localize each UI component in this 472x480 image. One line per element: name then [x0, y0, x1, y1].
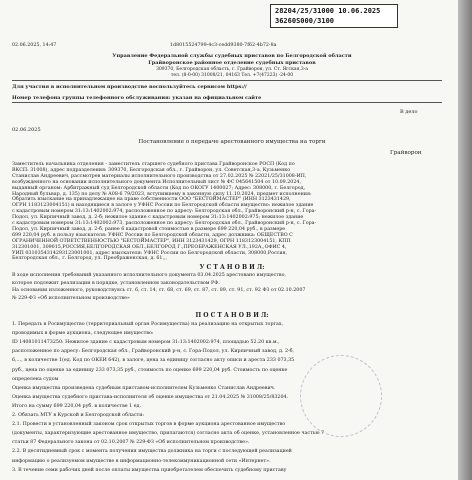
document-id: 1d8015524799-4c3-cedd9380-7f62-4b72-8a — [170, 43, 277, 48]
phone-line: Номер телефона группы телефонного обслуживания: указан на официальном сайте — [12, 95, 262, 101]
print-date: 02.06.2025, 14:47 — [12, 43, 57, 48]
resolved-lines-line: 2.1. Провести в установленный законом срок открытых торгов в форме аукциона арестованное имущество — [12, 422, 286, 428]
stamp-code: 36260S000/3100 — [275, 17, 335, 25]
resolved-lines-line: расположенное по адресу: Белгородская обл., Грайворонский р-н, с. Гора-Подол, ул. Кирпичный завод, д. 2-б, — [12, 349, 295, 355]
resolved-lines-line: 2. Обязать МТУ в Курской и Белгородской области: — [12, 413, 145, 418]
body-lines-line: УИП 0310354314293123001001, адрес взыскателя: УФНС России по Белгородской области, 308000,Россия, — [12, 250, 288, 256]
resolved-lines-line: Итого на сумму 699 220,04 руб. в количестве 1 ед. — [12, 403, 142, 409]
resolved-lines-line: Оценка имущества судебного пристава-исполнителя об оценке имущества от 21.04.2025 № 31008/25/83204. — [12, 394, 289, 400]
body-lines-line: с кадастровым номером 31:13:1402002:973, расположенное по адресу: Белгородская обл., Грайворонский р-н, с. Гора- — [12, 221, 317, 226]
body-lines-line: Заместитель начальника отделения - заместитель старшего судебного пристава Грайворонское РОСП (Код по — [12, 162, 295, 167]
body-lines-line: 312301001, 309015,РОССИЯ,БЕЛГОРОДСКАЯ ОБЛ.,БЕЛГОРОД Г.,ПРЕОБРАЖЕНСКАЯ УЛ.,192А,,ОФИС 4, — [12, 244, 287, 250]
body-lines-line: Народный бульвар, д. 135) по делу № А08-6 79/2023, вступившему в законную силу 11.10.2024, предмет исполнения: — [12, 191, 312, 197]
resolved-lines-line: (документы, характеризующие арестованное имущество, прилагаются) согласно акта об оценке, установленное частью 7 — [12, 431, 325, 437]
established-lines-line: В ходе исполнения требований указанного исполнительного документа 03.04.2025 арестовано имущество, — [12, 273, 287, 278]
body-lines-line: Станислав Андреевич, рассмотрев материалы исполнительного производства от 27.02.2025 № 22021/25/31008-ИП, — [12, 173, 307, 179]
body-lines-line: Белгородская обл., г. Белгород, ул. Преображенская, д. 61,,, — [12, 256, 168, 262]
resolved-lines-line: статьи 87 Федерального закона от 02.10.2007 № 229-ФЗ «Об исполнительном производстве». — [12, 440, 250, 446]
established-lines-line: которое подлежит реализации в порядке, установленном законодательством РФ. — [12, 280, 220, 286]
document-title: Постановление о передаче арестованного имущества на торги — [138, 139, 326, 145]
registration-stamp — [270, 4, 398, 28]
resolved-lines-line: 2.2. В десятидневный срок с момента получения имущества должника на торги с последующей реализацией — [12, 449, 292, 455]
resolved-lines-line: определена судом — [12, 376, 59, 382]
body-lines-line: Подол, ул. Кирпичный завод, д. 2-б; нежилое здание с кадастровым номером 31:13:1402002:975; нежилое здание — [12, 215, 304, 221]
body-lines-line: выданный органом: Арбитражный суд Белгородской области (Код по ОКОГУ 1400027; Адрес: 308000, г. Белгород, — [12, 185, 306, 191]
resolved-lines-line: информацию о реализуемом имуществе в информационно-телекоммуникационной сети «Интернет». — [12, 458, 271, 464]
document-date: 02.06.2025 — [12, 127, 41, 133]
header-divider — [12, 80, 442, 81]
org-line-3: 309370, Белгородская область, г. Грайворон, ул. Ст. Ягская,3-а — [156, 67, 308, 72]
document-city: Грайворон — [390, 150, 422, 156]
resolved-lines-line: проводимых в форме аукциона, следующее имущество: — [12, 331, 154, 337]
recipient: В дело — [400, 109, 418, 115]
faded-seal-mark — [300, 355, 382, 437]
body-lines-line: ВКСП: 31008), адрес подразделения: 309370, Белгородская обл., г. Грайворон, ул. Советская,3-а, Кузьменко — [12, 167, 291, 173]
resolved-lines-line: ID 14081011473250: Нежилое здание с кадастровым номером 31:13:1402002:974, площадью 52.20 кв.м., — [12, 340, 280, 346]
body-lines-line: ОГРАНИЧЕННОЙ ОТВЕТСТВЕННОСТЬЮ "БЕСТОЙМАСТЕР", ИНН 3123431429, ОГРН 1183123004151, КПП — [12, 238, 291, 244]
phone-divider — [12, 102, 442, 103]
resolved-lines-line: 6,..., в количестве 1(ед. Код по ОКЕИ 642), в залоге, цена за единицу согласно акту описи и ареста 233 073,35 — [12, 358, 295, 364]
body-lines-line: ОГРН 1183123004151) и находящиеся в залоге у УФНС России по Белгородской области имущество: нежилое здание — [12, 203, 314, 209]
resolved-lines-line: Оценка имущества произведена судебным приставом-исполнителем Кузьменко Станислав Андреевич. — [12, 385, 276, 391]
resolved-heading: П О С Т А Н О В И Л: — [195, 312, 269, 319]
page-edge-shadow — [458, 0, 472, 480]
body-lines-line: 699 220,04 руб. в пользу взыскателя: УФНС России по Белгородской области, адрес должника: ОБЩЕСТВО С — [12, 232, 293, 238]
resolved-lines-line: 1. Передать в Росимущество (территориальный орган Росимущества) на реализацию на открытых торгах, — [12, 322, 284, 327]
resolved-lines-line: 3. В течение семи рабочих дней после оплаты имущества приобретателем обеспечить судебному приставу — [12, 467, 287, 473]
stamp-number: 28204/25/31000 10.06.2025 — [275, 7, 381, 15]
org-line-2: Грайворонское районное отделение судебных приставов — [148, 60, 316, 66]
org-line-1: Управление Федеральной службы судебных приставов по Белгородской области — [112, 53, 352, 59]
body-lines-line: Обратить взыскание на принадлежащее на праве собственности ООО "БЕСТОЙМАСТЕР" (ИНН 3123431429, — [12, 197, 291, 203]
org-line-4: тел. (8-0-00) 31008/21, 04163 Тел. +7(47223) -24-00 — [170, 73, 294, 78]
body-lines-line: возбужденного на основании исполнительного документа Исполнительный лист № ФС 045641504 от 10.09.2024, — [12, 179, 301, 185]
body-lines-line: Подол, ул. Кирпичный завод, д. 2-б, ранее 6 кадастровой стоимостью в размере 699 220,04 руб., в размере — [12, 226, 286, 232]
resolved-lines-line: руб., цена по оценке за единицу 233 073,35 руб., стоимость по оценке 699 220,04 руб. Стоимость по оценке — [12, 367, 288, 373]
established-lines-line: № 229-ФЗ «Об исполнительном производстве» — [12, 295, 130, 301]
established-lines-line: На основании изложенного, руководствуясь ст. 6, ст. 14, ст. 68, ст. 69, ст. 87, ст. 89, ст. 91, ст. 92 ФЗ от 02.10.2007 — [12, 288, 306, 294]
body-lines-line: с кадастровым номером 31:13:1402002:974, расположенное по адресу: Белгородская обл., Грайворонский р-н, с. Гора- — [12, 209, 317, 215]
contact-line: Для участия в исполнительном производстве воспользуйтесь сервисом https:// — [12, 84, 247, 90]
established-heading: У С Т А Н О В И Л: — [199, 264, 265, 271]
